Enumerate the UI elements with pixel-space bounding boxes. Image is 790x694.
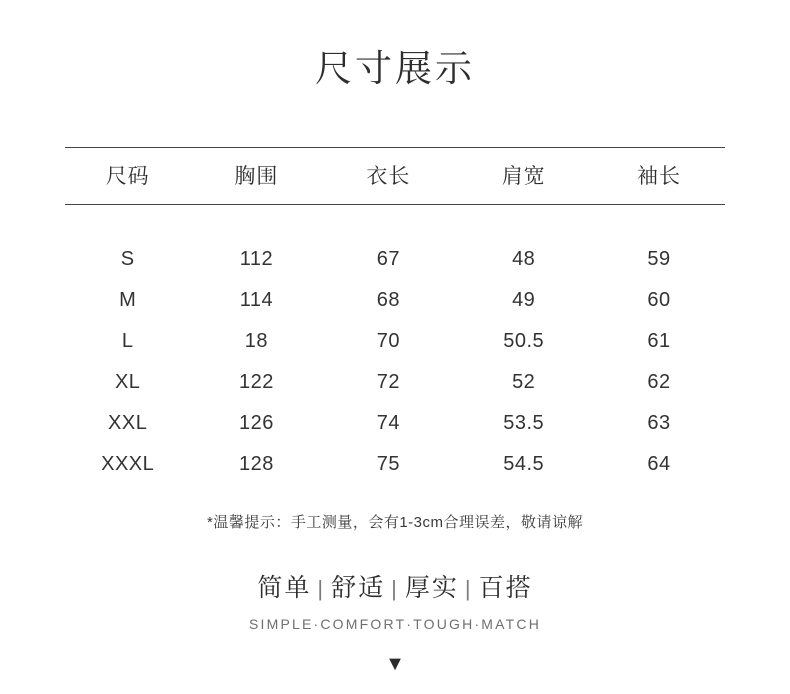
cell-length: 75 [376, 453, 401, 475]
cell-bust: 114 [239, 289, 274, 311]
cell-size: M [119, 289, 137, 311]
measurement-note: *温馨提示：手工测量，会有1-3cm合理误差，敬请谅解 [206, 514, 583, 531]
chevron-down-icon: ▼ [385, 653, 405, 675]
table-spacer-row [65, 205, 725, 240]
spacer-cell [454, 205, 593, 240]
cell-shoulder: 49 [512, 289, 536, 311]
table-row [65, 280, 725, 321]
slogan-separator: | [391, 576, 399, 601]
cell-length: 70 [376, 330, 401, 352]
cell-sleeve: 60 [647, 289, 671, 311]
cell-bust: 122 [238, 371, 274, 393]
slogan-separator: | [464, 576, 473, 601]
cell-size: XXL [108, 412, 148, 434]
slogan-word-simple: 简单 [257, 574, 312, 602]
slogan-separator: | [317, 576, 326, 601]
column-header-length: 衣长 [366, 165, 411, 188]
cell-bust: 18 [244, 330, 269, 352]
cell-size: L [121, 330, 134, 352]
cell-shoulder: 50.5 [503, 330, 545, 352]
table-row [65, 444, 725, 485]
page-title: 尺寸展示 [315, 48, 475, 89]
cell-length: 68 [376, 289, 401, 311]
cell-sleeve: 62 [647, 371, 671, 393]
slogan-word-match: 百搭 [478, 574, 533, 602]
cell-sleeve: 63 [647, 412, 671, 434]
size-table [65, 147, 725, 485]
table-row [65, 321, 725, 362]
slogan-word-comfort: 舒适 [331, 574, 386, 602]
cell-shoulder: 52 [512, 371, 536, 393]
size-table-container [65, 147, 725, 485]
table-row [65, 239, 725, 280]
table-row [65, 403, 725, 444]
spacer-cell [190, 205, 322, 240]
cell-shoulder: 53.5 [503, 412, 545, 434]
cell-sleeve: 59 [647, 248, 671, 270]
column-header-shoulder: 肩宽 [501, 165, 546, 188]
cell-bust: 112 [239, 248, 274, 270]
slogan-chinese [0, 568, 790, 604]
table-header-row [65, 148, 725, 205]
slogan-english: SIMPLE·COMFORT·TOUGH·MATCH [248, 616, 542, 632]
spacer-cell [593, 205, 725, 240]
table-header [65, 148, 725, 205]
cell-length: 67 [376, 248, 401, 270]
cell-sleeve: 64 [647, 453, 671, 475]
cell-shoulder: 54.5 [503, 453, 545, 475]
cell-sleeve: 61 [647, 330, 671, 352]
slogan-word-tough: 厚实 [404, 574, 459, 602]
spacer-cell [65, 205, 190, 240]
table-body [65, 205, 725, 486]
cell-bust: 128 [238, 453, 274, 475]
spacer-cell [322, 205, 454, 240]
cell-length: 72 [376, 371, 401, 393]
column-header-size: 尺码 [105, 165, 150, 188]
cell-bust: 126 [238, 412, 274, 434]
cell-size: XXXL [101, 453, 155, 475]
column-header-sleeve: 袖长 [636, 165, 681, 188]
cell-size: S [120, 248, 135, 270]
column-header-bust: 胸围 [234, 165, 279, 188]
table-row [65, 362, 725, 403]
cell-length: 74 [376, 412, 401, 434]
cell-size: XL [114, 371, 141, 393]
cell-shoulder: 48 [512, 248, 536, 270]
